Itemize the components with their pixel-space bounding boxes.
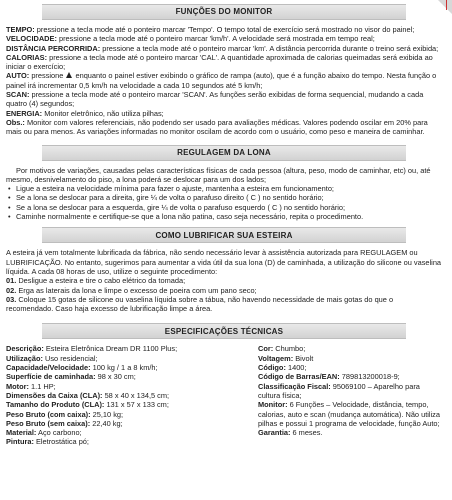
func-item-energia: ENERGIA: Monitor eletrônico, não utiliza pilhas; <box>6 108 164 118</box>
specs-left-column <box>6 344 258 446</box>
list-item: • Ligue a esteira na velocidade mínima para fazer o ajuste, mantenha a esteira em funcionamento; <box>6 184 442 193</box>
regulagem-section <box>6 166 442 222</box>
spec-row: Código: 1400; <box>258 363 307 373</box>
lubrificar-section <box>6 248 442 313</box>
spec-row: Código de Barras/EAN: 789813200018-9; <box>258 372 400 382</box>
spec-row: Superfície de caminhada: 98 x 30 cm; <box>6 372 136 382</box>
spec-row: Garantia: 6 meses. <box>258 428 323 438</box>
specs-right-column <box>258 344 442 446</box>
regulagem-list <box>6 184 442 221</box>
section-title: REGULAGEM DA LONA <box>177 147 271 157</box>
spec-row: Motor: 1.1 HP; <box>6 381 56 391</box>
section-title: ESPECIFICAÇÕES TÉCNICAS <box>164 326 284 336</box>
lubrificar-step: 03. Coloque 15 gotas de silicone ou vaselina líquida sobre a tábua, não havendo necessidade de mais gotas do que o recomendado. Caso haja excesso de lubrificação limpe a área. <box>6 294 394 314</box>
func-item-scan: SCAN: pressione a tecla mode até o ponteiro marcar 'SCAN'. As funções serão exibidas de forma sequencial, mudando a cada quatro (4) segundos; <box>6 90 424 109</box>
section-title: COMO LUBRIFICAR SUA ESTEIRA <box>155 230 293 240</box>
page-corner-mark <box>446 0 447 10</box>
spec-row: Voltagem: Bivolt <box>258 353 314 363</box>
section-title: FUNÇÕES DO MONITOR <box>175 7 273 17</box>
spec-row: Monitor: 6 Funções – Velocidade, distância, tempo, calorias, auto e scan (mudança automática). Não utiliza pilhas e possui 1 programa de velocidade, função Auto; <box>258 400 440 428</box>
spec-row: Capacidade/Velocidade: 100 kg / 1 a 8 km/h; <box>6 363 158 373</box>
func-item-tempo: TEMPO: pressione a tecla mode até o ponteiro marcar 'Tempo'. O tempo total de exercício será mostrado no visor do painel; <box>6 25 415 34</box>
spec-row: Tamanho do Produto (CLA): 131 x 57 x 133 cm; <box>6 400 169 410</box>
list-item: • Caminhe normalmente e certifique-se que a lona não patina, caso seja necessário, repita o procedimento. <box>6 212 442 221</box>
spec-row: Cor: Chumbo; <box>258 344 306 354</box>
spec-row: Classificação Fiscal: 95069100 – Aparelho para cultura física; <box>258 381 420 400</box>
spec-row: Material: Aço carbono; <box>6 428 82 438</box>
spec-row: Pintura: Eletrostática pó; <box>6 437 89 447</box>
spec-row: Dimensões da Caixa (CLA): 58 x 40 x 134,5 cm; <box>6 390 170 400</box>
section-header-specs <box>6 323 442 339</box>
section-header-lubrificar <box>6 227 442 243</box>
specs-section <box>6 344 442 446</box>
func-obs: Obs.: Monitor com valores referenciais, não podendo ser usado para avaliações médicas. Valores podendo oscilar em 20% para mais ou para menos. As variações informadas no monitor oscilam de acordo com o usuário, como peso e maneira de caminhar. <box>6 117 428 137</box>
up-arrow-icon <box>66 72 72 78</box>
lubrificar-step: 02. Erga as laterais da lona e limpe o excesso de poeira com um pano seco; <box>6 285 257 295</box>
section-header-regulagem <box>6 145 442 161</box>
func-item-calorias: CALORIAS: pressione a tecla mode até o ponteiro marcar 'CAL'. A quantidade aproximada de calorias queimadas será exibida ao iniciar o exercício; <box>6 52 433 72</box>
func-item-distancia: DISTÂNCIA PERCORRIDA: pressione a tecla mode até o ponteiro marcar 'km'. A distância percorrida durante o treino será exibida; <box>6 43 439 53</box>
regulagem-intro: Por motivos de variações, causadas pelas características físicas de cada pessoa (altura, peso, modo de caminhar, etc) ou, até mesmo, desnivelamento do piso, a lona poderá se deslocar para um dos lados; <box>6 165 431 184</box>
func-item-velocidade: VELOCIDADE: pressione a tecla mode até o ponteiro marcar 'km/h'. A velocidade será mostrada em tempo real; <box>6 34 375 44</box>
spec-row: Descrição: Esteira Eletrônica Dream DR 1100 Plus; <box>6 344 178 354</box>
spec-row: Peso Bruto (com caixa): 25,10 kg; <box>6 409 124 419</box>
funcoes-section <box>6 25 442 137</box>
spec-row: Peso Bruto (sem caixa): 22,40 kg; <box>6 418 123 428</box>
manual-page <box>6 4 442 447</box>
lubrificar-intro: A esteira já vem totalmente lubrificada da fábrica, não sendo necessário levar à assistência autorizada para REGULAGEM ou LUBRIFICAÇÃO. No entanto, sugerimos para aumentar a vida útil da sua lona (D) de caminhada, a utilização do silicone ou vaselina líquida. A cada 08 horas de uso, utilize o seguinte procedimento: <box>6 248 442 276</box>
list-item: • Se a lona se deslocar para a esquerda, gire ¼ de volta o parafuso esquerdo ( C ) no sentido horário; <box>6 203 442 212</box>
list-item: • Se a lona se deslocar para a direita, gire ¼ de volta o parafuso direito ( C ) no sentido horário; <box>6 193 442 202</box>
spec-row: Utilização: Uso residencial; <box>6 353 98 363</box>
lubrificar-step: 01. Desligue a esteira e tire o cabo elétrico da tomada; <box>6 276 186 286</box>
func-item-auto: AUTO: pressione enquanto o painel estiver exibindo o gráfico de rampa (auto), que é a função abaixo do tempo. Nesta função o painel irá incrementar 0,5 km/h na velocidade a cada 10 segundos até 5 km/h; <box>6 71 437 90</box>
section-header-funcoes <box>6 4 442 20</box>
